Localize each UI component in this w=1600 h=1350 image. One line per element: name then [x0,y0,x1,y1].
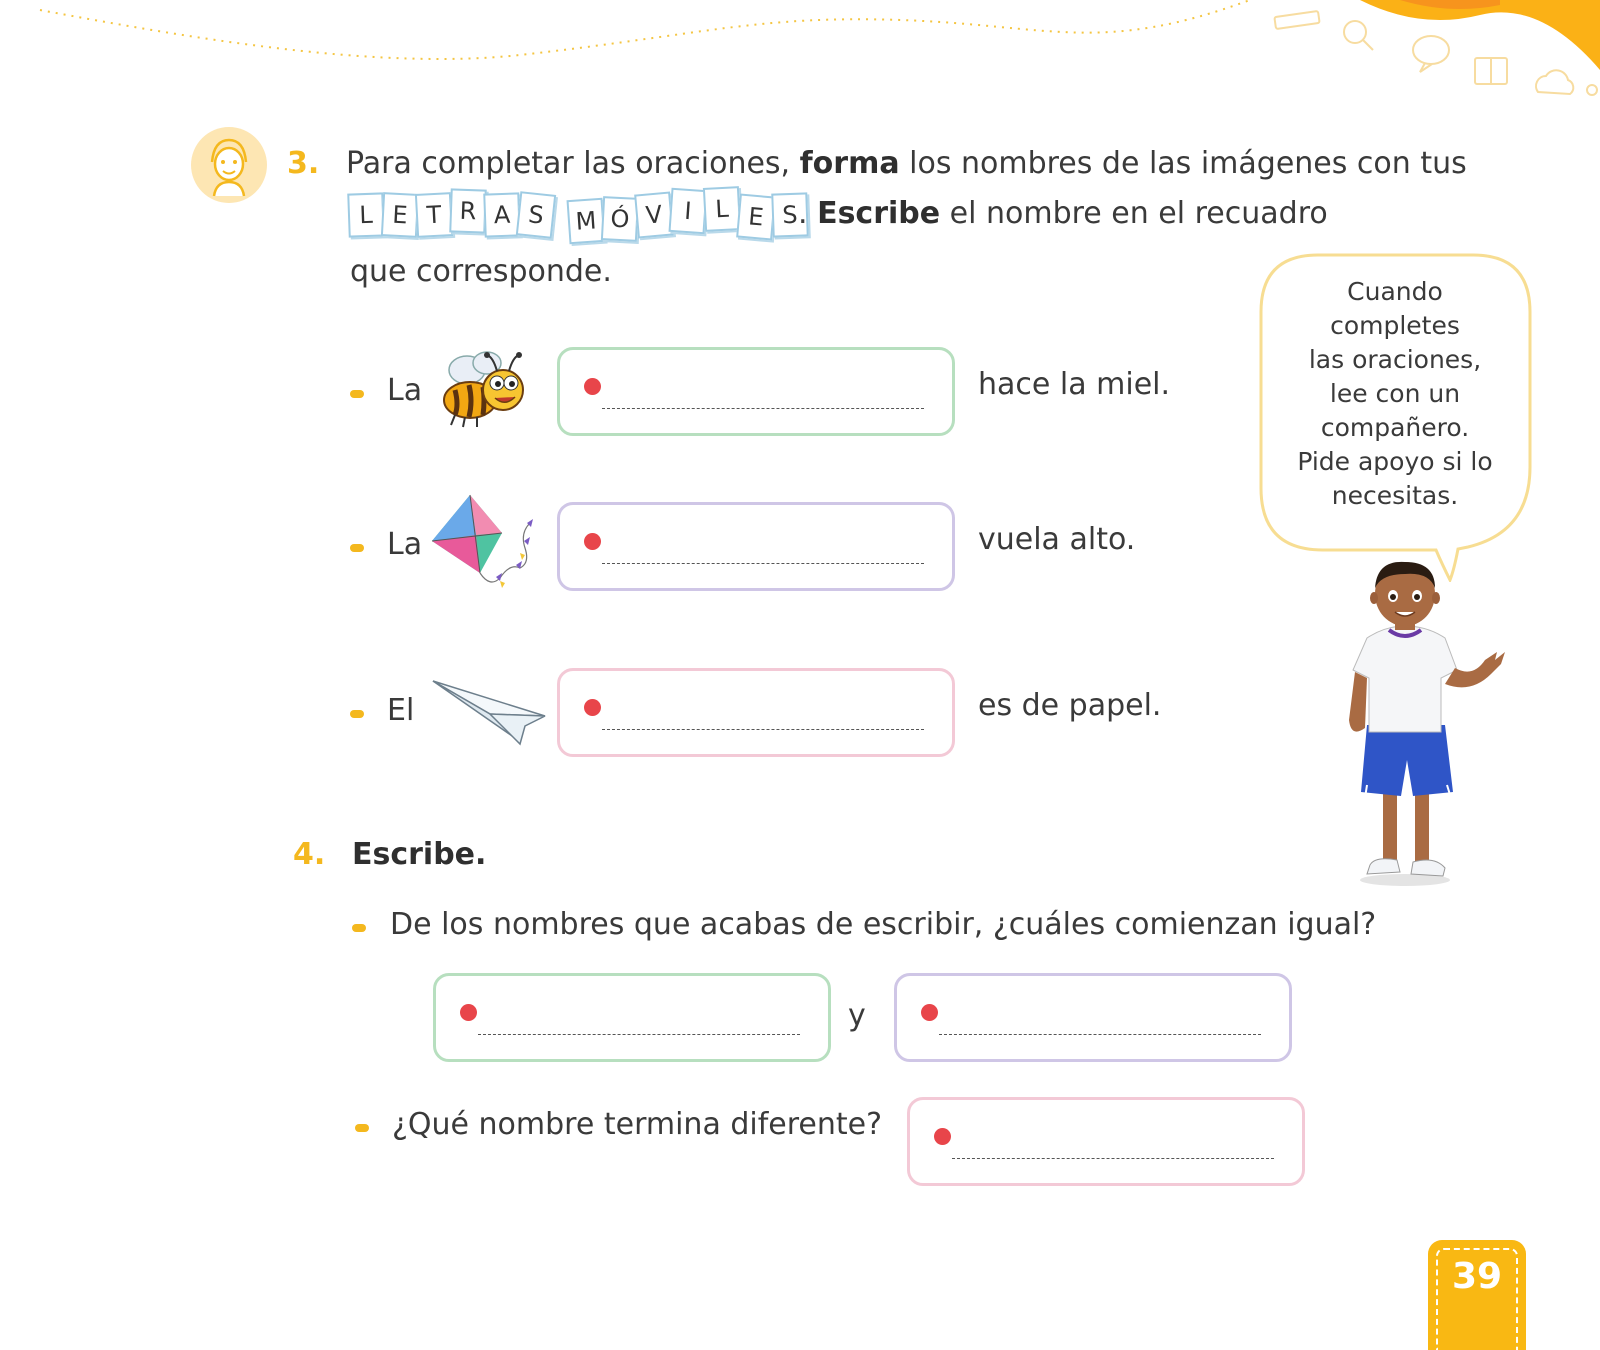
answer-box-plane[interactable] [557,668,955,757]
instruction-text: Para completar las oraciones, [346,146,800,181]
activity-4-number: 4. [293,837,326,872]
boy-illustration [1345,560,1515,890]
sentence-article: La [387,527,423,562]
activity-4-title: Escribe. [352,837,487,872]
instruction-bold-word: Escribe [817,196,941,231]
bullet-marker [350,390,364,398]
writing-line [478,1034,800,1035]
speech-bubble-text: Cuando completes las oraciones, lee con un compañero. Pide apoyo si lo necesitas. [1297,277,1493,510]
instruction-bold-word: forma [799,146,900,181]
letter-tile: L [347,192,385,237]
cloud-icon [1536,70,1597,95]
answer-box-same-start-2[interactable] [894,973,1292,1062]
sentence-ending: vuela alto. [978,522,1136,557]
activity-3-instruction-line2 [798,196,1328,231]
chat-bubble-icon [1413,36,1449,72]
bullet-marker [355,1124,369,1132]
bullet-marker [350,710,364,718]
activity-3-instruction-line1 [346,146,1467,181]
red-dot-marker [921,1004,938,1021]
page-number-tab [1428,1240,1526,1350]
activity-3-instruction-line3: que corresponde. [350,254,612,289]
letras-moviles-tiles [348,193,806,243]
pencil-icon [1274,11,1319,29]
letter-tile: Ó [601,196,639,242]
letter-tile: S [771,192,809,237]
instruction-text: el nombre en el recuadro [940,196,1328,231]
writing-line [939,1034,1261,1035]
book-icon [1475,58,1507,84]
writing-line [952,1158,1274,1159]
magnifier-icon [1344,21,1373,50]
answer-box-different-end[interactable] [907,1097,1305,1186]
red-dot-marker [460,1004,477,1021]
sentence-ending: es de papel. [978,688,1162,723]
letter-tile: V [634,192,674,239]
sentence-article: La [387,373,423,408]
bee-picture [435,345,530,430]
answer-box-bee[interactable] [557,347,955,436]
letter-tile: S [516,191,556,239]
red-dot-marker [584,533,601,550]
letter-tile: L [703,186,741,232]
activity-4-question-2: ¿Qué nombre termina diferente? [392,1107,883,1142]
activity-3-number: 3. [287,146,320,181]
letter-tile: M [567,198,606,244]
instruction-text: . [798,196,818,231]
writing-line [602,563,924,564]
header-decoration [0,0,1600,120]
letter-tile: E [381,192,419,238]
page-number: 39 [1451,1256,1503,1297]
sentence-ending: hace la miel. [978,367,1171,402]
letter-tile: R [449,188,487,233]
letter-tile: T [415,192,453,238]
letter-tile: I [669,188,708,234]
student-girl-icon [190,126,268,204]
instruction-text: los nombres de las imágenes con tus [899,146,1467,181]
answer-box-same-start-1[interactable] [433,973,831,1062]
red-dot-marker [934,1128,951,1145]
bullet-marker [352,924,366,932]
writing-line [602,408,924,409]
paper-plane-picture [430,678,550,748]
answer-box-kite[interactable] [557,502,955,591]
sentence-article: El [387,693,415,728]
red-dot-marker [584,699,601,716]
bullet-marker [350,544,364,552]
red-dot-marker [584,378,601,395]
letter-tile: A [483,192,521,237]
kite-picture [430,493,540,598]
activity-4-question-1: De los nombres que acabas de escribir, ¿cuáles comienzan igual? [390,907,1377,942]
writing-line [602,729,924,730]
connector-y: y [848,998,866,1033]
letter-tile: E [736,194,776,241]
